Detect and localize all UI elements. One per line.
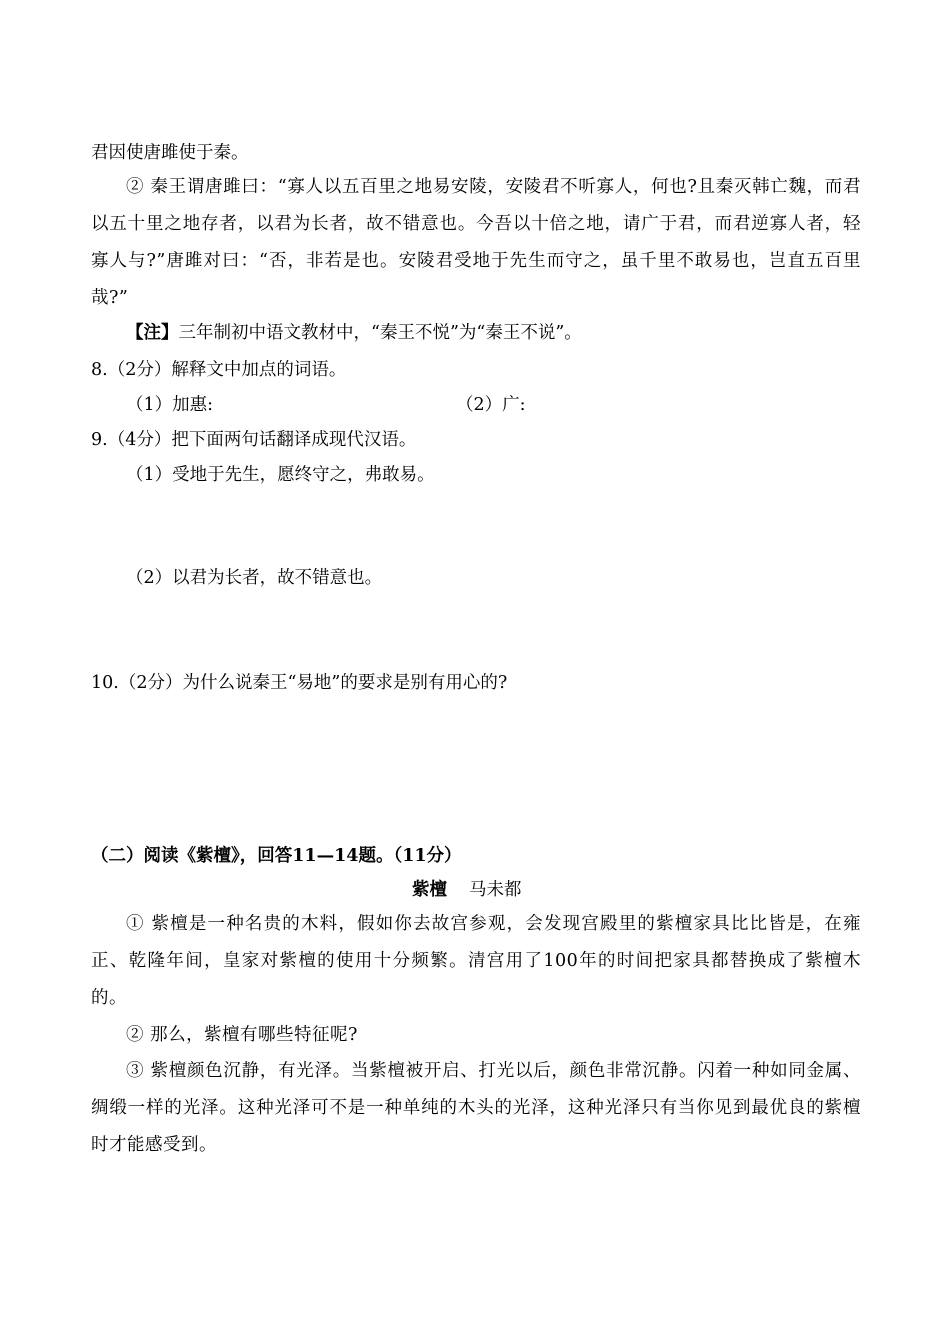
article-author: 马未都 xyxy=(469,880,522,900)
article-paragraph-2: ② 那么，紫檀有哪些特征呢? xyxy=(126,1025,358,1045)
question-9-item-1: （1）受地于先生，愿终守之，弗敢易。 xyxy=(126,465,435,485)
section-2-heading: （二）阅读《紫檀》，回答11—14题。（11分） xyxy=(91,846,462,866)
question-8-item-2: （2）广: xyxy=(456,395,526,415)
passage-paragraph-2: ② 秦王谓唐雎曰：“寡人以五百里之地易安陵，安陵君不听寡人，何也?且秦灭韩亡魏，而君以五十里之地存者，以君为长者，故不错意也。今吾以十倍之地，请广于君，而君逆寡人者，轻寡人与?”唐雎对曰：“否，非若是也。安陵君受地于先生而守之，虽千里不敢易也，岂直五百里哉?” xyxy=(91,177,861,308)
passage-line-end: 君因使唐雎使于秦。 xyxy=(91,143,249,163)
question-10: 10.（2分）为什么说秦王“易地”的要求是别有用心的? xyxy=(91,673,508,693)
article-title: 紫檀 xyxy=(412,880,447,900)
article-paragraph-3: ③ 紫檀颜色沉静，有光泽。当紫檀被开启、打光以后，颜色非常沉静。闪着一种如同金属、绸缎一样的光泽。这种光泽可不是一种单纯的木头的光泽，这种光泽只有当你见到最优良的紫檀时才能感受到。 xyxy=(91,1061,861,1155)
question-8: 8.（2分）解释文中加点的词语。 xyxy=(91,360,347,380)
note-text: 三年制初中语文教材中，“秦王不悦”为“秦王不说”。 xyxy=(178,323,582,343)
question-9-item-2: （2）以君为长者，故不错意也。 xyxy=(126,568,383,588)
note-label: 【注】 xyxy=(126,323,179,343)
question-9: 9.（4分）把下面两句话翻译成现代汉语。 xyxy=(91,430,417,450)
question-8-item-1: （1）加惠: xyxy=(126,395,214,415)
article-paragraph-1: ① 紫檀是一种名贵的木料，假如你去故宫参观，会发现宫殿里的紫檀家具比比皆是，在雍正、乾隆年间，皇家对紫檀的使用十分频繁。清宫用了100年的时间把家具都替换成了紫檀木的。 xyxy=(91,914,861,1008)
passage-note xyxy=(126,325,582,343)
article-title-line xyxy=(412,882,522,900)
